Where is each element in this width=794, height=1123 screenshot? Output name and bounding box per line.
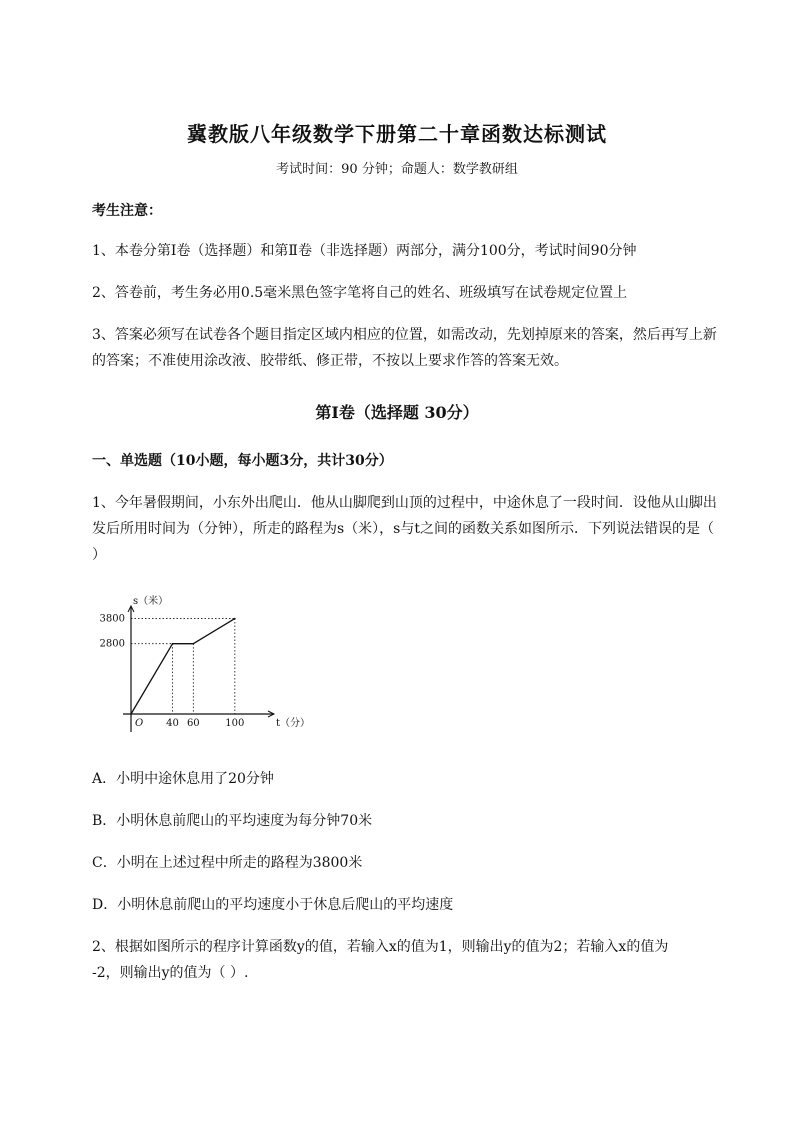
question-2-line-1: 2、根据如图所示的程序计算函数y的值，若输入x的值为1，则输出y的值为2；若输入x的值为 — [92, 939, 669, 955]
option-a: A．小明中途休息用了20分钟 — [92, 771, 274, 787]
option-c: C．小明在上述过程中所走的路程为3800米 — [92, 855, 363, 871]
data-point — [234, 618, 236, 620]
question-1-text: 1、今年暑假期间，小东外出爬山．他从山脚爬到山顶的过程中，中途休息了一段时间．设他从山脚出发后所用时间为（分钟），所走的路程为s（米），s与t之间的函数关系如图所示．下列说法错误的是（ ） — [92, 495, 717, 563]
data-point — [193, 643, 195, 645]
notice-item-1: 1、本卷分第I卷（选择题）和第Ⅱ卷（非选择题）两部分，满分100分，考试时间90分钟 — [92, 243, 637, 259]
question-2-line-2: -2，则输出y的值为（ ）. — [92, 965, 249, 981]
option-b: B．小明休息前爬山的平均速度为每分钟70米 — [92, 813, 373, 829]
x-axis-label: t（分） — [276, 718, 311, 729]
section-title: 第I卷（选择题 30分） — [315, 403, 479, 422]
x-tick-label: 100 — [225, 718, 245, 729]
notice-item-3: 3、答案必须写在试卷各个题目指定区域内相应的位置，如需改动，先划掉原来的答案，然后再写上新的答案；不准使用涂改液、胶带纸、修正带，不按以上要求作答的答案无效。 — [92, 327, 717, 369]
data-point — [172, 643, 174, 645]
data-point — [130, 713, 132, 715]
x-tick-label: 60 — [186, 718, 200, 729]
exam-info: 考试时间：90 分钟；命题人：数学教研组 — [276, 162, 518, 177]
page-title: 冀教版八年级数学下册第二十章函数达标测试 — [187, 122, 607, 146]
notice-item-2: 2、答卷前，考生务必用0.5毫米黑色签字笔将自己的姓名、班级填写在试卷规定位置上 — [92, 285, 628, 301]
x-tick-label: 40 — [166, 718, 179, 729]
y-tick-label: 3800 — [99, 613, 125, 625]
origin-label: O — [135, 718, 144, 729]
y-axis-label: s（米） — [133, 596, 169, 607]
y-tick-label: 2800 — [99, 638, 125, 650]
part-heading: 一、单选题（10小题，每小题3分，共计30分） — [92, 453, 393, 469]
series-line — [131, 619, 235, 714]
option-d: D．小明休息前爬山的平均速度小于休息后爬山的平均速度 — [92, 897, 454, 913]
notice-heading: 考生注意： — [92, 203, 162, 219]
distance-time-graph — [96, 594, 311, 739]
